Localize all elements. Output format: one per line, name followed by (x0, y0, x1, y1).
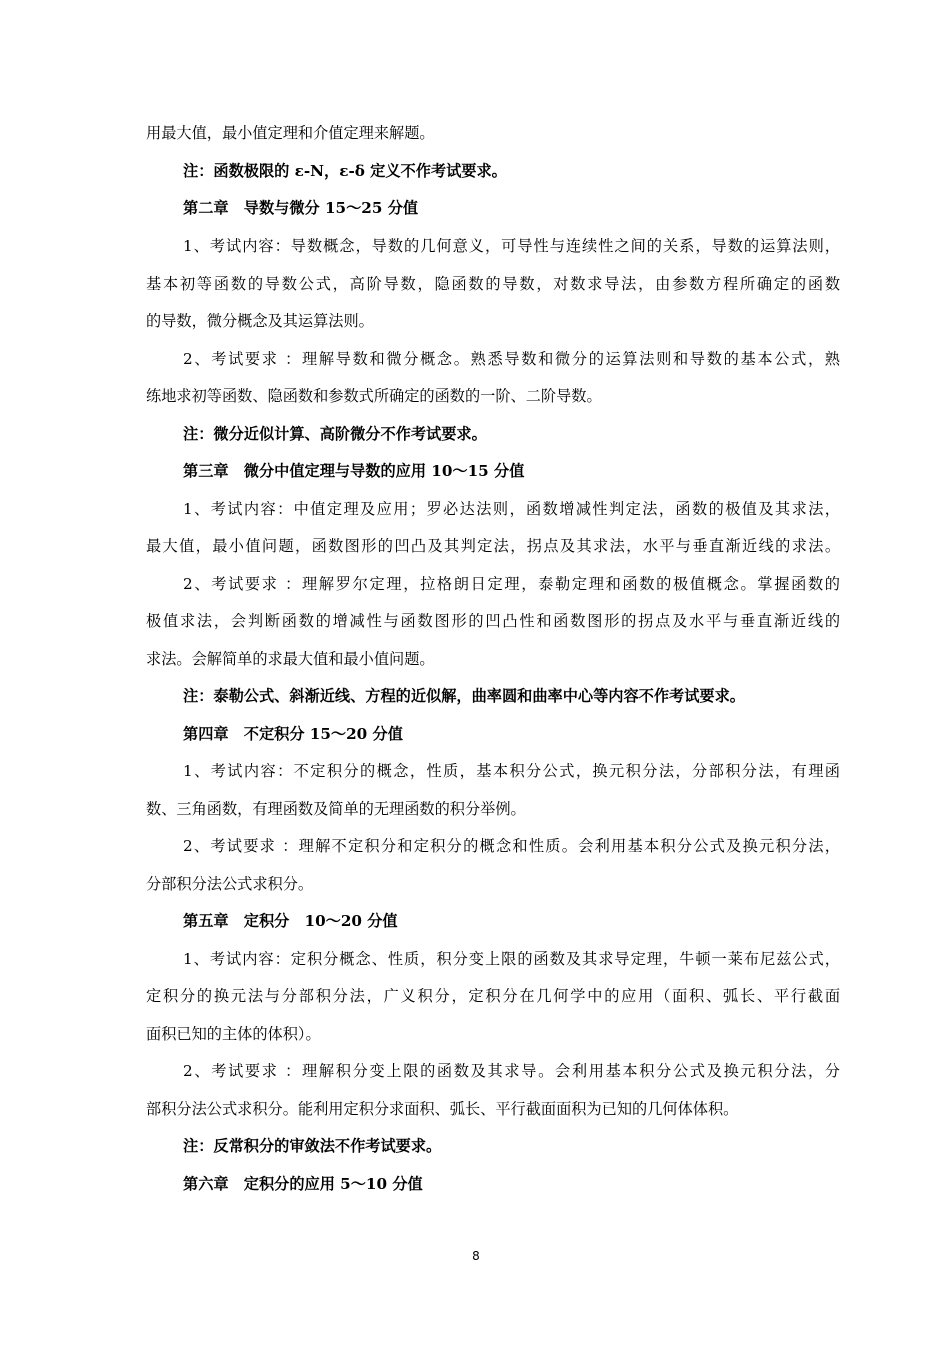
paragraph-line: 求法。会解简单的求最大值和最小值问题。 (146, 650, 435, 668)
paragraph-line: 部积分法公式求积分。能利用定积分求面积、弧长、平行截面面积为已知的几何体体积。 (146, 1100, 739, 1118)
chapter-heading: 第四章 不定积分 15～20 分值 (183, 725, 403, 743)
paragraph-line: 2、考试要求 ：理解罗尔定理，拉格朗日定理，泰勒定理和函数的极值概念。掌握函数的 (183, 575, 840, 593)
paragraph-line: 2、考试要求 ：理解不定积分和定积分的概念和性质。会利用基本积分公式及换元积分法， (183, 837, 840, 855)
paragraph-line: 1、考试内容：不定积分的概念，性质，基本积分公式，换元积分法，分部积分法，有理函 (183, 762, 840, 780)
paragraph-line: 用最大值，最小值定理和介值定理来解题。 (146, 124, 435, 142)
paragraph-line: 1、考试内容：定积分概念、性质，积分变上限的函数及其求导定理，牛顿一莱布尼兹公式， (183, 950, 840, 968)
note-line: 注：反常积分的审敛法不作考试要求。 (183, 1137, 442, 1155)
chapter-heading: 第三章 微分中值定理与导数的应用 10～15 分值 (183, 462, 525, 480)
paragraph-line: 定积分的换元法与分部积分法，广义积分，定积分在几何学中的应用（面积、弧长、平行截面 (146, 987, 840, 1005)
paragraph-line: 2、考试要求 ：理解导数和微分概念。熟悉导数和微分的运算法则和导数的基本公式，熟 (183, 350, 840, 368)
paragraph-line: 数、三角函数，有理函数及简单的无理函数的积分举例。 (146, 800, 526, 818)
paragraph-line: 的导数，微分概念及其运算法则。 (146, 312, 374, 330)
chapter-heading: 第二章 导数与微分 15～25 分值 (183, 199, 419, 217)
chapter-heading: 第六章 定积分的应用 5～10 分值 (183, 1175, 423, 1193)
paragraph-line: 面积已知的主体的体积）。 (146, 1025, 321, 1043)
paragraph-line: 极值求法，会判断函数的增减性与函数图形的凹凸性和函数图形的拐点及水平与垂直渐近线的 (146, 612, 840, 630)
paragraph-line: 1、考试内容：导数概念，导数的几何意义，可导性与连续性之间的关系，导数的运算法则， (183, 237, 840, 255)
note-line: 注：泰勒公式、斜渐近线、方程的近似解，曲率圆和曲率中心等内容不作考试要求。 (183, 687, 745, 705)
paragraph-line: 分部积分法公式求积分。 (146, 875, 314, 893)
paragraph-line: 2、考试要求 ：理解积分变上限的函数及其求导。会利用基本积分公式及换元积分法，分 (183, 1062, 840, 1080)
paragraph-line: 1、考试内容：中值定理及应用；罗必达法则，函数增减性判定法，函数的极值及其求法， (183, 500, 840, 518)
paragraph-line: 基本初等函数的导数公式，高阶导数，隐函数的导数，对数求导法，由参数方程所确定的函数 (146, 275, 840, 293)
page-number: 8 (472, 1249, 480, 1263)
note-line: 注：函数极限的 ε-N，ε-δ 定义不作考试要求。 (183, 162, 507, 180)
paragraph-line: 最大值，最小值问题，函数图形的凹凸及其判定法，拐点及其求法，水平与垂直渐近线的求法。 (146, 537, 840, 555)
chapter-heading: 第五章 定积分 10～20 分值 (183, 912, 398, 930)
paragraph-line: 练地求初等函数、隐函数和参数式所确定的函数的一阶、二阶导数。 (146, 387, 602, 405)
note-line: 注：微分近似计算、高阶微分不作考试要求。 (183, 425, 487, 443)
